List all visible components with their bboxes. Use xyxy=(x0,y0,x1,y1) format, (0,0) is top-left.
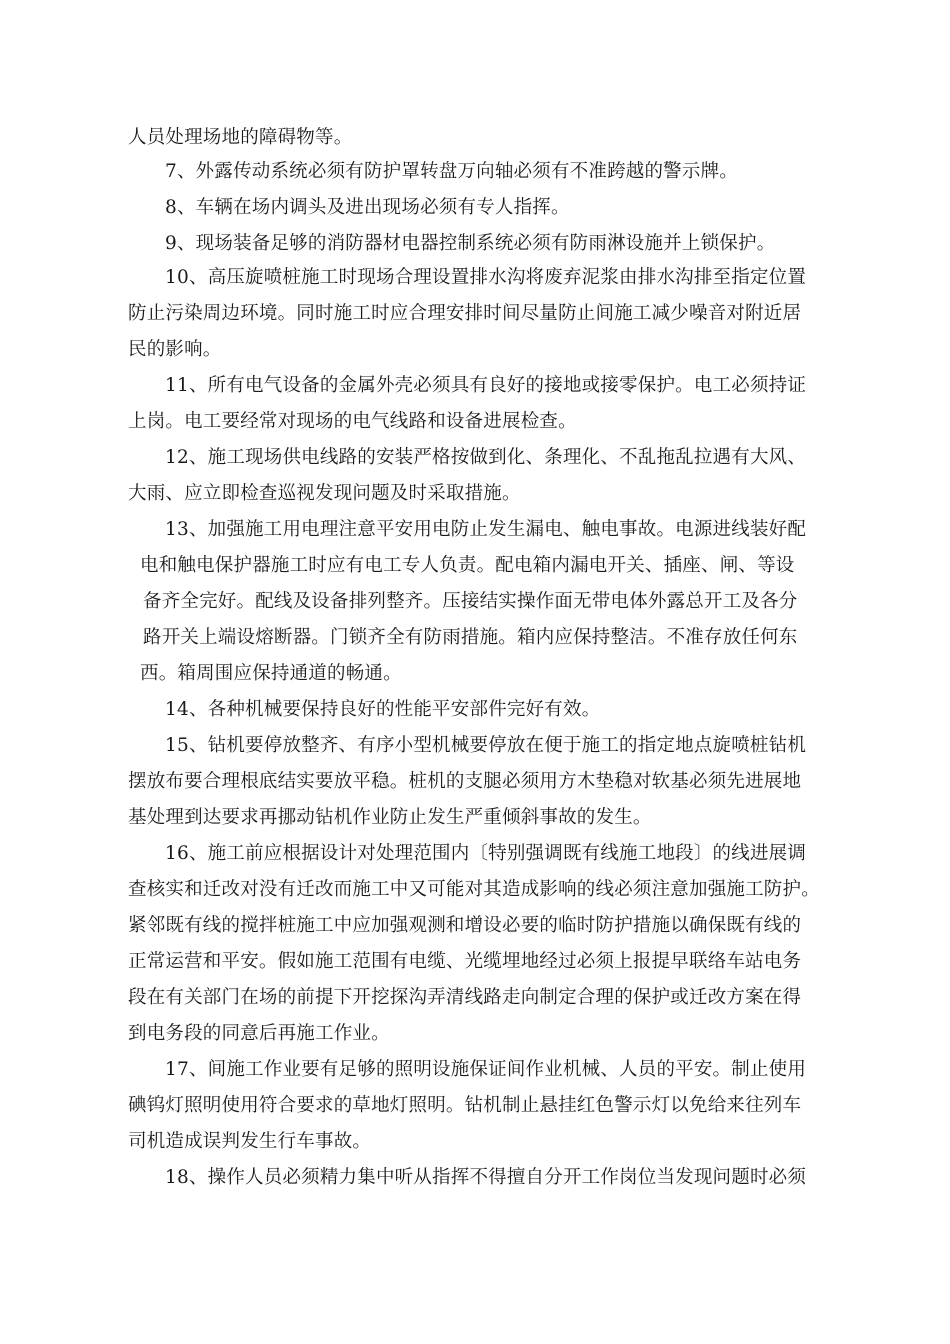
text-line: 民的影响。 xyxy=(128,339,222,360)
text-line: 西。箱周围应保持通道的畅通。 xyxy=(140,663,402,684)
text-line: 18、操作人员必须精力集中听从指挥不得擅自分开工作岗位当发现问题时必须 xyxy=(165,1167,807,1188)
text-line: 司机造成误判发生行车事故。 xyxy=(128,1131,372,1152)
text-line: 9、现场装备足够的消防器材电器控制系统必须有防雨淋设施并上锁保护。 xyxy=(165,233,776,254)
text-line: 16、施工前应根据设计对处理范围内〔特别强调既有线施工地段〕的线进展调 xyxy=(165,843,807,864)
text-line: 大雨、应立即检查巡视发现问题及时采取措施。 xyxy=(128,483,521,504)
text-line: 路开关上端设熔断器。门锁齐全有防雨措施。箱内应保持整洁。不准存放任何东 xyxy=(143,627,798,648)
text-line: 正常运营和平安。假如施工范围有电缆、光缆埋地经过必须上报提早联络车站电务 xyxy=(128,951,802,972)
text-line: 人员处理场地的障碍物等。 xyxy=(128,127,353,148)
text-line: 13、加强施工用电理注意平安用电防止发生漏电、触电事故。电源进线装好配 xyxy=(165,519,807,540)
text-line: 17、间施工作业要有足够的照明设施保证间作业机械、人员的平安。制止使用 xyxy=(165,1059,807,1080)
text-line: 备齐全完好。配线及设备排列整齐。压接结实操作面无带电体外露总开工及各分 xyxy=(143,591,798,612)
text-line: 12、施工现场供电线路的安装严格按做到化、条理化、不乱拖乱拉遇有大风、 xyxy=(165,447,807,468)
text-line: 基处理到达要求再挪动钻机作业防止发生严重倾斜事故的发生。 xyxy=(128,807,652,828)
text-line: 7、外露传动系统必须有防护罩转盘万向轴必须有不准跨越的警示牌。 xyxy=(165,161,738,182)
text-line: 11、所有电气设备的金属外壳必须具有良好的接地或接零保护。电工必须持证 xyxy=(165,375,807,396)
text-line: 8、车辆在场内调头及进出现场必须有专人指挥。 xyxy=(165,197,570,218)
text-line: 电和触电保护器施工时应有电工专人负责。配电箱内漏电开关、插座、闸、等设 xyxy=(140,555,795,576)
text-line: 上岗。电工要经常对现场的电气线路和设备进展检查。 xyxy=(128,411,577,432)
text-line: 15、钻机要停放整齐、有序小型机械要停放在便于施工的指定地点旋喷桩钻机 xyxy=(165,735,807,756)
text-line: 14、各种机械要保持良好的性能平安部件完好有效。 xyxy=(165,699,601,720)
text-line: 段在有关部门在场的前提下开挖探沟弄清线路走向制定合理的保护或迁改方案在得 xyxy=(128,987,802,1008)
text-line: 防止污染周边环境。同时施工时应合理安排时间尽量防止间施工减少噪音对附近居 xyxy=(128,303,802,324)
text-line: 摆放布要合理根底结实要放平稳。桩机的支腿必须用方木垫稳对软基必须先进展地 xyxy=(128,771,802,792)
text-line: 紧邻既有线的搅拌桩施工中应加强观测和增设必要的临时防护措施以确保既有线的 xyxy=(128,915,802,936)
text-line: 碘钨灯照明使用符合要求的草地灯照明。钻机制止悬挂红色警示灯以免给来往列车 xyxy=(128,1095,802,1116)
text-line: 查核实和迁改对没有迁改而施工中又可能对其造成影响的线必须注意加强施工防护。 xyxy=(128,879,820,900)
text-line: 10、高压旋喷桩施工时现场合理设置排水沟将废弃泥浆由排水沟排至指定位置 xyxy=(165,267,807,288)
text-line: 到电务段的同意后再施工作业。 xyxy=(128,1023,390,1044)
